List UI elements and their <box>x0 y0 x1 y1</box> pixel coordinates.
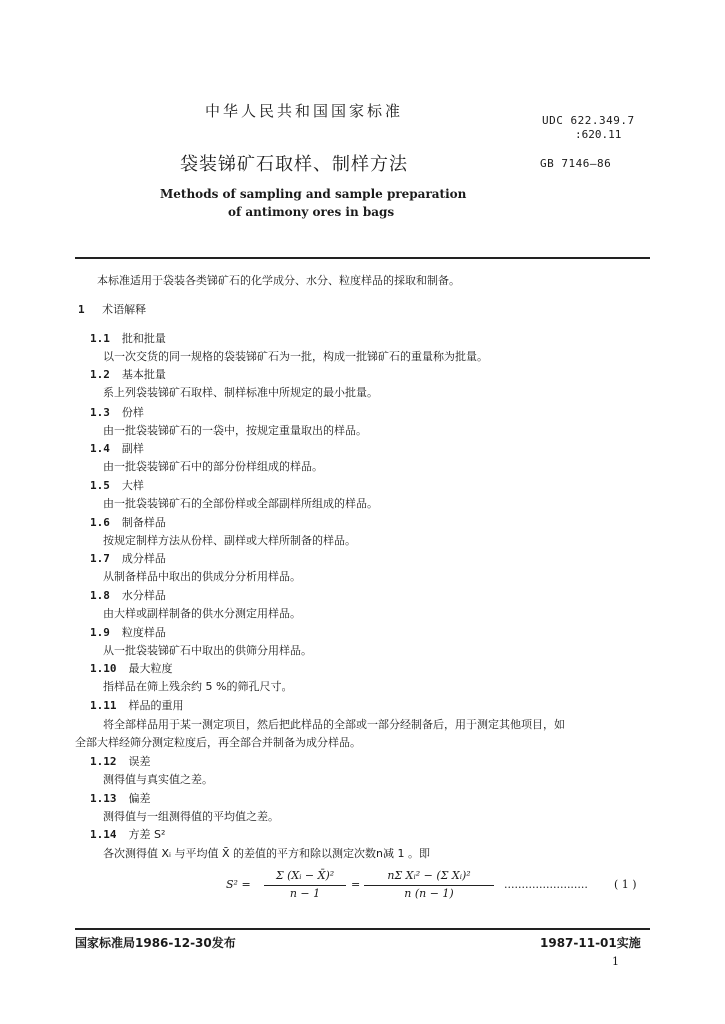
variance-formula <box>226 868 646 908</box>
formula-fraction-2 <box>364 868 494 901</box>
fraction-bar <box>264 885 346 886</box>
term-number: 1.3 <box>90 406 110 419</box>
term-heading <box>90 550 166 566</box>
term-heading <box>90 660 173 676</box>
effective-date: 1987-11-01实施 <box>540 936 641 950</box>
term-definition: 由一批袋装锑矿石的一袋中，按规定重量取出的样品。 <box>103 424 367 437</box>
term-definition: 系上列袋装锑矿石取样、制样标准中所规定的最小批量。 <box>103 386 378 399</box>
section-heading <box>78 301 146 317</box>
term-definition: 从制备样品中取出的供成分分析用样品。 <box>103 570 301 583</box>
term-number: 1.6 <box>90 516 110 529</box>
term-title: 大样 <box>121 479 144 492</box>
term-definition: 由大样或副样制备的供水分测定用样品。 <box>103 607 301 620</box>
udc-code: UDC 622.349.7 <box>542 114 635 127</box>
term-number: 1.14 <box>90 828 117 841</box>
term-definition-continued: 全部大样经筛分测定粒度后，再全部合并制备为成分样品。 <box>75 736 361 749</box>
term-definition: 由一批袋装锑矿石中的部分份样组成的样品。 <box>103 460 323 473</box>
fraction-denominator: n − 1 <box>289 887 321 900</box>
term-number: 1.7 <box>90 552 110 565</box>
term-heading <box>90 826 165 842</box>
term-title: 批和批量 <box>121 332 166 345</box>
term-number: 1.11 <box>90 699 117 712</box>
formula-fraction-1 <box>264 868 346 901</box>
footer-divider <box>75 928 650 930</box>
document-title-english-line1: Methods of sampling and sample preparation <box>160 187 467 201</box>
fraction-numerator: nΣ Xᵢ² − (Σ Xᵢ)² <box>387 869 471 882</box>
term-number: 1.4 <box>90 442 110 455</box>
term-heading <box>90 366 166 382</box>
term-title: 成分样品 <box>121 552 166 565</box>
term-title: 误差 <box>128 755 151 768</box>
udc-code-continued: :620.11 <box>575 128 622 141</box>
term-heading <box>90 624 166 640</box>
fraction-bar <box>364 885 494 886</box>
term-definition: 测得值与真实值之差。 <box>103 773 213 786</box>
term-number: 1.2 <box>90 368 110 381</box>
term-heading <box>90 790 151 806</box>
gb-standard-number: GB 7146—86 <box>540 157 612 170</box>
term-number: 1.9 <box>90 626 110 639</box>
term-heading <box>90 404 144 420</box>
formula-lhs: S² = <box>226 878 251 891</box>
term-number: 1.1 <box>90 332 110 345</box>
term-number: 1.10 <box>90 662 117 675</box>
term-title: 样品的重用 <box>128 699 184 712</box>
document-title-chinese: 袋装锑矿石取样、制样方法 <box>180 154 408 175</box>
term-definition: 各次测得值 Xᵢ 与平均值 X̄ 的差值的平方和除以测定次数n减 1 。即 <box>103 847 430 860</box>
term-number: 1.5 <box>90 479 110 492</box>
formula-leader-dots: ........................ <box>504 878 588 891</box>
term-title: 份样 <box>121 406 144 419</box>
term-title: 偏差 <box>128 792 151 805</box>
formula-number: ( 1 ) <box>614 878 637 891</box>
term-number: 1.8 <box>90 589 110 602</box>
section-title: 术语解释 <box>102 303 147 316</box>
scope-paragraph: 本标准适用于袋装各类锑矿石的化学成分、水分、粒度样品的採取和制备。 <box>97 274 460 287</box>
term-number: 1.12 <box>90 755 117 768</box>
term-heading <box>90 477 144 493</box>
term-definition: 从一批袋装锑矿石中取出的供筛分用样品。 <box>103 644 312 657</box>
term-number: 1.13 <box>90 792 117 805</box>
term-title: 制备样品 <box>121 516 166 529</box>
section-number: 1 <box>78 303 85 316</box>
issue-date: 国家标准局1986-12-30发布 <box>75 936 236 950</box>
term-heading <box>90 697 184 713</box>
term-title: 水分样品 <box>121 589 166 602</box>
term-title: 粒度样品 <box>121 626 166 639</box>
term-definition: 测得值与一组测得值的平均值之差。 <box>103 810 279 823</box>
term-heading <box>90 514 166 530</box>
fraction-denominator: n (n − 1) <box>404 887 454 900</box>
term-title: 副样 <box>121 442 144 455</box>
formula-equals: = <box>351 878 361 891</box>
document-title-english-line2: of antimony ores in bags <box>228 205 395 219</box>
term-definition: 以一次交货的同一规格的袋装锑矿石为一批，构成一批锑矿石的重量称为批量。 <box>103 350 488 363</box>
term-title: 基本批量 <box>121 368 166 381</box>
term-heading <box>90 587 166 603</box>
term-title: 方差 S² <box>128 828 166 841</box>
page-number: 1 <box>612 955 619 968</box>
term-heading <box>90 440 144 456</box>
term-definition: 由一批袋装锑矿石的全部份样或全部副样所组成的样品。 <box>103 497 378 510</box>
issuing-country-header: 中华人民共和国国家标准 <box>205 102 404 120</box>
term-definition: 按规定制样方法从份样、副样或大样所制备的样品。 <box>103 534 356 547</box>
term-definition: 指样品在筛上残余约 5 %的筛孔尺寸。 <box>103 680 293 693</box>
term-definition: 将全部样品用于某一测定项目，然后把此样品的全部或一部分经制备后，用于测定其他项目，如 <box>103 718 565 731</box>
term-title: 最大粒度 <box>128 662 173 675</box>
term-heading <box>90 330 166 346</box>
term-heading <box>90 753 151 769</box>
header-divider <box>75 257 650 259</box>
fraction-numerator: Σ (Xᵢ − X̄)² <box>275 869 335 882</box>
